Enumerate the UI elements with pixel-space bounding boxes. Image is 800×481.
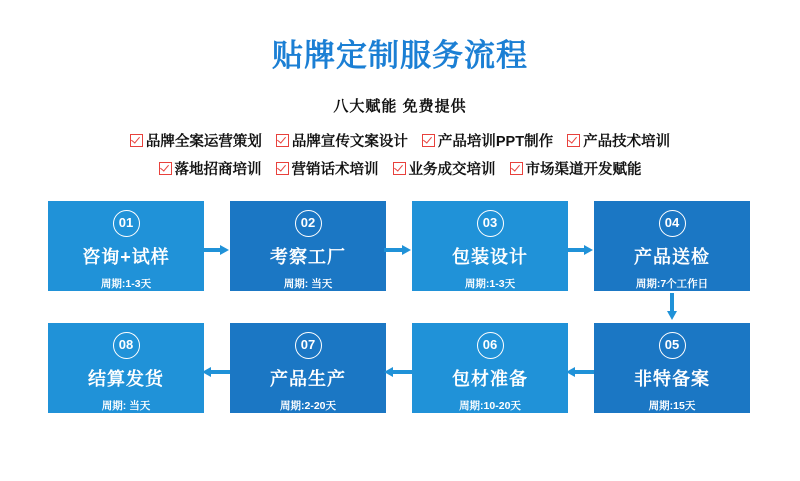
flow-step-name: 包材准备: [452, 369, 528, 389]
flow-step-period: 周期: 当天: [283, 278, 333, 290]
flow-step-08: [48, 323, 204, 413]
flow-step-period: 周期:7个工作日: [635, 278, 709, 290]
flow-step-number: 08: [113, 332, 140, 359]
flow-step-period: 周期: 当天: [101, 400, 151, 412]
benefit-label: 营销话术培训: [291, 162, 379, 178]
checkbox-checked-icon: [422, 134, 435, 147]
page-subtitle: 八大赋能 免费提供: [333, 98, 467, 115]
flow-step-name: 产品生产: [270, 369, 346, 389]
flow-step-number: 03: [477, 210, 504, 237]
benefit-label: 业务成交培训: [408, 162, 496, 178]
flow-step-number: 01: [113, 210, 140, 237]
flow-step-name: 咨询+试样: [82, 247, 170, 267]
benefits-list: [0, 130, 800, 179]
benefit-item: [159, 158, 262, 179]
benefit-label: 产品培训PPT制作: [437, 134, 554, 150]
service-flow-poster: [0, 30, 800, 481]
flow-step-02: [230, 201, 386, 291]
page-title: 贴牌定制服务流程: [272, 38, 528, 73]
flow-step-name: 包装设计: [452, 247, 528, 267]
checkbox-checked-icon: [130, 134, 143, 147]
flow-step-name: 考察工厂: [270, 247, 346, 267]
flow-step-number: 06: [477, 332, 504, 359]
flow-step-number: 07: [295, 332, 322, 359]
flow-step-name: 结算发货: [88, 369, 164, 389]
benefit-label: 产品技术培训: [583, 134, 671, 150]
checkbox-checked-icon: [567, 134, 580, 147]
benefit-item: [510, 158, 642, 179]
flow-step-01: [48, 201, 204, 291]
checkbox-checked-icon: [276, 134, 289, 147]
flow-step-05: [594, 323, 750, 413]
flow-step-period: 周期:1-3天: [100, 278, 152, 290]
arrow-left-icon: [384, 367, 412, 377]
checkbox-checked-icon: [159, 162, 172, 175]
arrow-down-icon: [667, 293, 677, 321]
arrow-left-icon: [566, 367, 594, 377]
benefit-label: 品牌宣传文案设计: [291, 134, 408, 150]
benefits-row-1: [0, 130, 800, 151]
benefit-item: [130, 130, 262, 151]
benefit-item: [276, 158, 379, 179]
checkbox-checked-icon: [276, 162, 289, 175]
flow-step-period: 周期:10-20天: [459, 400, 521, 412]
checkbox-checked-icon: [510, 162, 523, 175]
benefit-item: [422, 130, 553, 151]
flow-step-06: [412, 323, 568, 413]
arrow-right-icon: [202, 245, 230, 255]
benefit-label: 市场渠道开发赋能: [525, 162, 642, 178]
flow-step-period: 周期:15天: [648, 400, 696, 412]
flow-step-period: 周期:1-3天: [464, 278, 516, 290]
flow-step-name: 产品送检: [634, 247, 710, 267]
benefit-label: 落地招商培训: [174, 162, 262, 178]
benefit-label: 品牌全案运营策划: [145, 134, 262, 150]
benefit-item: [276, 130, 408, 151]
benefit-item: [393, 158, 496, 179]
checkbox-checked-icon: [393, 162, 406, 175]
flow-step-name: 非特备案: [634, 369, 710, 389]
flow-step-number: 02: [295, 210, 322, 237]
arrow-left-icon: [202, 367, 230, 377]
flow-step-number: 05: [659, 332, 686, 359]
flow-step-number: 04: [659, 210, 686, 237]
benefits-row-2: [0, 158, 800, 179]
arrow-right-icon: [566, 245, 594, 255]
benefit-item: [567, 130, 670, 151]
flow-step-04: [594, 201, 750, 291]
flow-step-07: [230, 323, 386, 413]
arrow-right-icon: [384, 245, 412, 255]
flow-diagram: [0, 201, 800, 416]
flow-step-period: 周期:2-20天: [279, 400, 336, 412]
flow-step-03: [412, 201, 568, 291]
